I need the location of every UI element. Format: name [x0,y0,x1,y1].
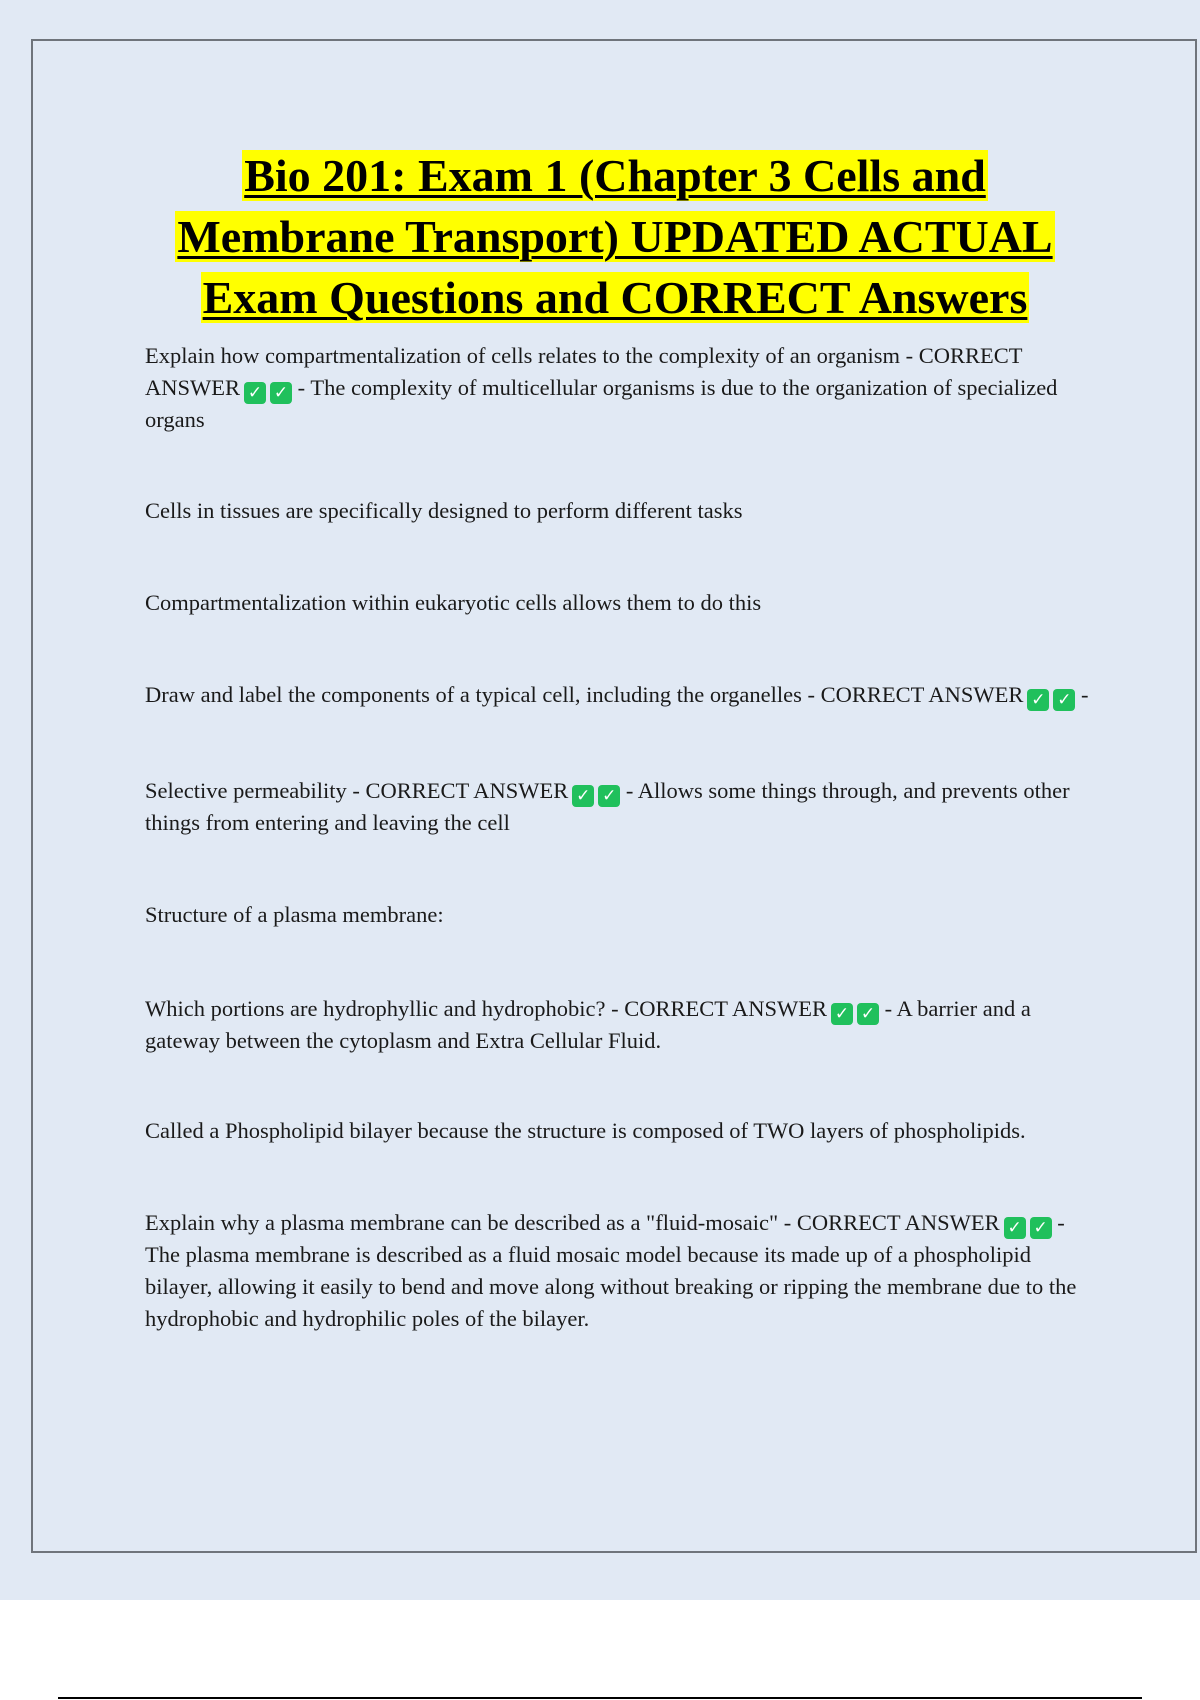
check-box-icon: ✓ [1004,1217,1026,1239]
text-item [145,1115,1090,1147]
check-box-icon: ✓ [572,785,594,807]
text-item [145,899,1090,931]
qa-item [145,993,1090,1057]
answer-text: - The plasma membrane is described as a fluid mosaic model because its made up of a phospholipid bilayer, allowing it easily to bend and move along without breaking or ripping the membrane due to the hydrophobic and hydrophilic poles of the bilayer. [145,1210,1077,1331]
question-text: Explain why a plasma membrane can be described as a "fluid-mosaic" - CORRECT ANSWER [145,1210,1000,1235]
answer-text: - A barrier and a gateway between the cytoplasm and Extra Cellular Fluid. [145,996,1031,1053]
check-box-icon: ✓ [1053,689,1075,711]
title-line-1: Bio 201: Exam 1 (Chapter 3 Cells and [244,150,986,201]
body-text: Compartmentalization within eukaryotic cells allows them to do this [145,590,762,615]
page-divider [58,1697,1142,1699]
qa-item [145,679,1090,711]
qa-item [145,340,1090,436]
question-text: Explain how compartmentalization of cells relates to the complexity of an organism - CORRECT ANSWER [145,343,1023,400]
question-text: Draw and label the components of a typical cell, including the organelles - CORRECT ANSWER [145,682,1024,707]
body-text: Called a Phospholipid bilayer because the structure is composed of TWO layers of phospholipids. [145,1118,1026,1143]
question-text: Selective permeability - CORRECT ANSWER [145,778,569,803]
title-line-2: Membrane Transport) UPDATED ACTUAL [177,211,1053,262]
answer-text: - [1080,682,1089,707]
body-text: Cells in tissues are specifically designed to perform different tasks [145,498,743,523]
check-box-icon: ✓ [1030,1217,1052,1239]
check-box-icon: ✓ [831,1003,853,1025]
question-text: Which portions are hydrophyllic and hydrophobic? - CORRECT ANSWER [145,996,827,1021]
check-box-icon: ✓ [244,382,266,404]
check-box-icon: ✓ [598,785,620,807]
check-box-icon: ✓ [270,382,292,404]
check-box-icon: ✓ [1027,689,1049,711]
text-item [145,587,1090,619]
answer-text: - The complexity of multicellular organisms is due to the organization of specialized organs [145,375,1058,432]
qa-item [145,1207,1090,1335]
title-line-3: Exam Questions and CORRECT Answers [202,272,1028,323]
body-text: Structure of a plasma membrane: [145,902,444,927]
answer-text: - Allows some things through, and prevents other things from entering and leaving the cell [145,778,1070,835]
document-body [145,340,1090,1335]
check-box-icon: ✓ [857,1003,879,1025]
text-item [145,495,1090,527]
qa-item [145,775,1090,839]
document-title [60,145,1170,328]
